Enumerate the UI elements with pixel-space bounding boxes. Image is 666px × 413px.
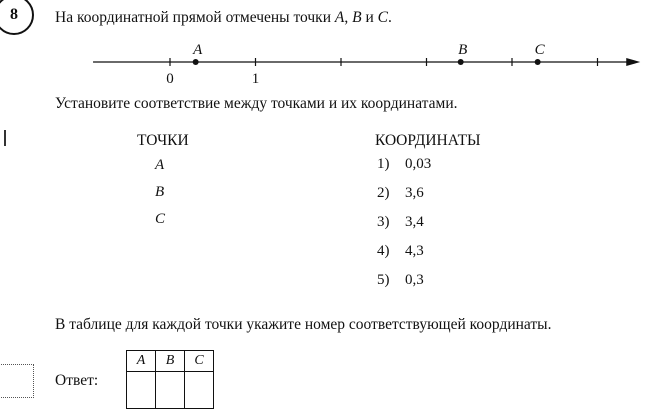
prompt-point-a: A (334, 9, 345, 26)
number-line (0, 36, 666, 88)
answer-header-c: C (185, 351, 214, 372)
point-marker (193, 59, 199, 65)
coordinate-option (377, 156, 431, 173)
option-number: 1) (377, 156, 390, 172)
option-number: 3) (377, 214, 390, 230)
point-label: A (193, 42, 203, 58)
answer-label: Ответ: (55, 372, 99, 389)
coordinate-option (377, 243, 424, 260)
option-value: 3,4 (405, 214, 424, 230)
point-label-a: A (155, 157, 165, 173)
margin-mark (4, 130, 6, 146)
point-label-c: C (155, 211, 166, 227)
prompt-end: . (387, 9, 392, 26)
task-number: 8 (10, 6, 18, 23)
task-prompt (55, 9, 392, 27)
answer-cell-c[interactable] (185, 372, 214, 409)
point-marker (535, 59, 541, 65)
option-number: 4) (377, 243, 390, 259)
tick-label: 1 (251, 71, 260, 87)
option-value: 4,3 (405, 243, 424, 259)
point-label: C (534, 42, 545, 58)
grading-box (0, 364, 34, 398)
answer-table (126, 350, 214, 409)
answer-header-a: A (127, 351, 156, 372)
prompt-point-b: B (352, 9, 362, 26)
option-value: 3,6 (405, 185, 424, 201)
tick-label: 0 (166, 71, 174, 87)
option-number: 5) (377, 272, 390, 288)
prompt-sep-2: и (361, 9, 378, 26)
answer-cell-a[interactable] (127, 372, 156, 409)
coordinates-column-header: КООРДИНАТЫ (375, 132, 481, 149)
axis-arrow (626, 58, 640, 66)
point-marker (458, 59, 464, 65)
answer-header-b: B (156, 351, 185, 372)
option-value: 0,3 (405, 272, 424, 288)
prompt-point-c: C (377, 9, 388, 26)
coordinate-option (377, 272, 424, 289)
option-number: 2) (377, 185, 390, 201)
task-number-badge (0, 0, 34, 35)
option-value: 0,03 (405, 156, 432, 172)
table-instruction: В таблице для каждой точки укажите номер соответствующей координаты. (55, 316, 552, 333)
prompt-text: На координатной прямой отмечены точки (55, 9, 335, 26)
prompt-sep-1: , (344, 9, 353, 26)
coordinate-option (377, 214, 424, 231)
point-label-b: B (155, 184, 165, 200)
point-label: B (458, 42, 468, 58)
points-column-header: ТОЧКИ (137, 132, 189, 149)
coordinate-option (377, 185, 424, 202)
answer-cell-b[interactable] (156, 372, 185, 409)
matching-instruction: Установите соответствие между точками и их координатами. (55, 95, 458, 112)
